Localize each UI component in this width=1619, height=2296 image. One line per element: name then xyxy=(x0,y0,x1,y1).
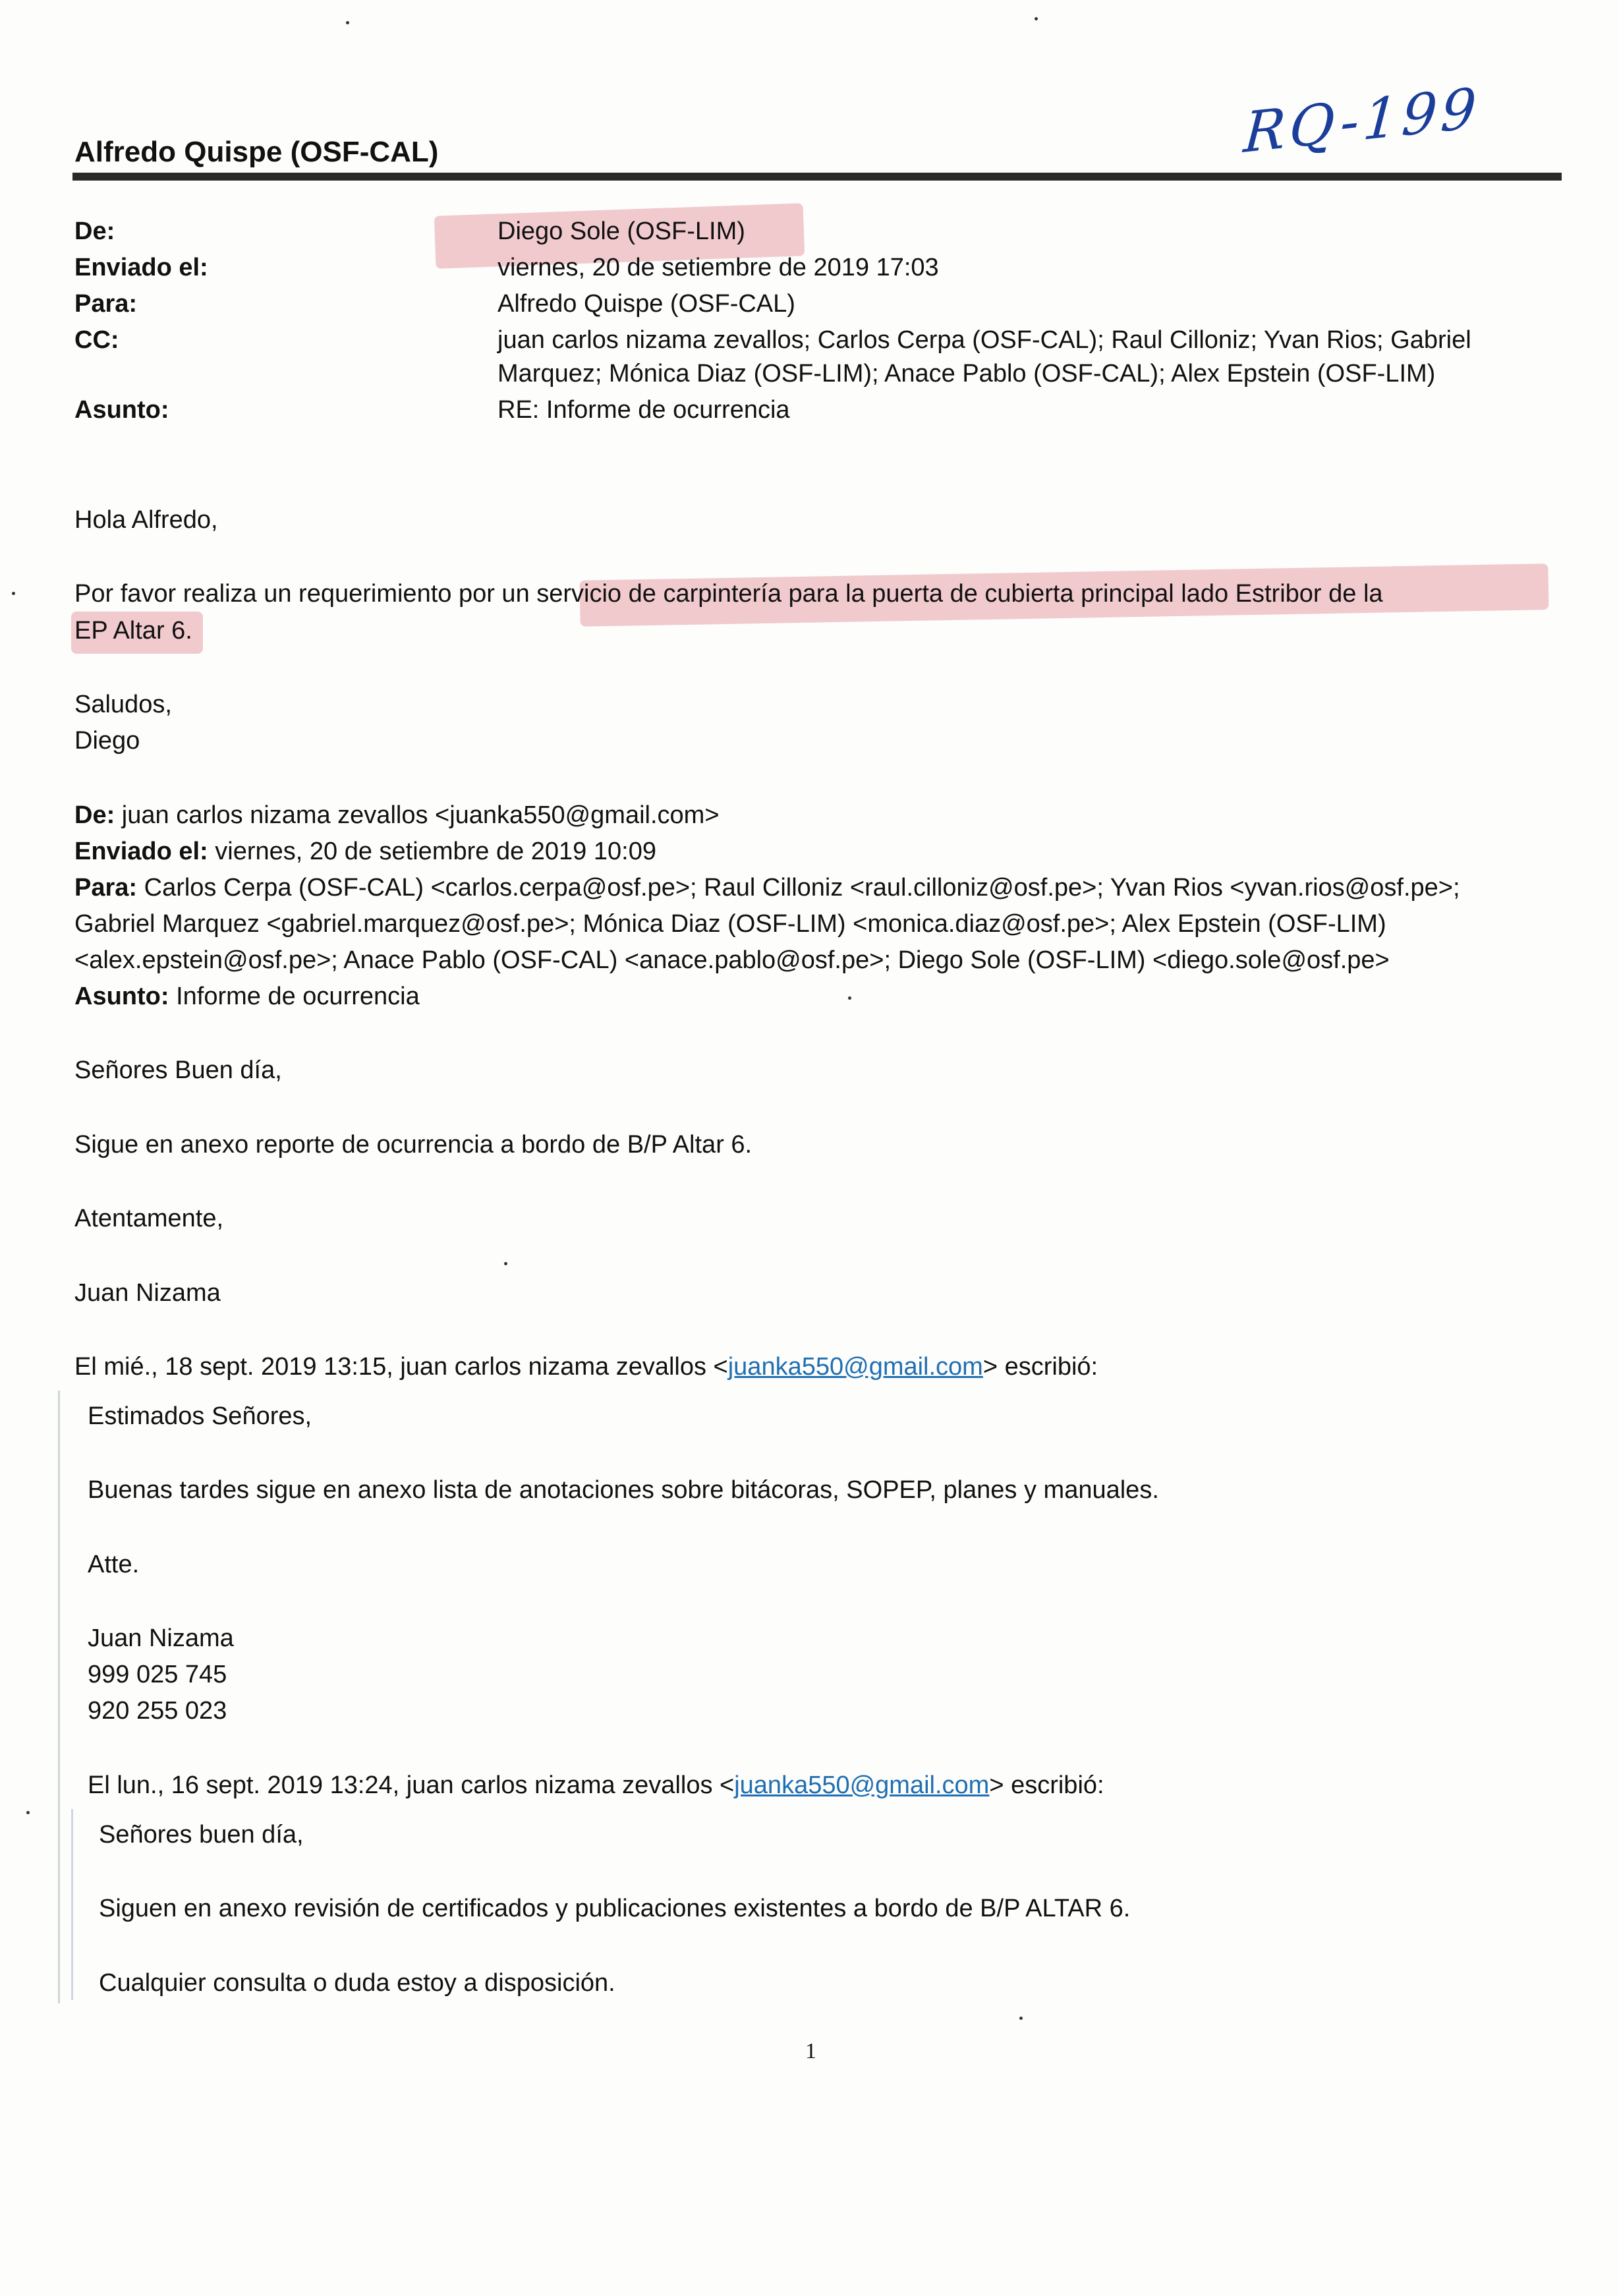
quote2-intro-prefix: El lun., 16 sept. 2019 13:24, juan carlos nizama zevallos < xyxy=(88,1771,735,1799)
to-value: Alfredo Quispe (OSF-CAL) xyxy=(497,290,795,318)
quote1-signature: Juan Nizama xyxy=(88,1624,234,1652)
quote1-body: Buenas tardes sigue en anexo lista de anotaciones sobre bitácoras, SOPEP, planes y manuales. xyxy=(88,1476,1159,1504)
scan-speck xyxy=(26,1811,30,1814)
page-number: 1 xyxy=(805,2039,816,2063)
fwd-to xyxy=(74,875,1460,900)
fwd-signature: Juan Nizama xyxy=(74,1279,221,1307)
handwritten-annotation: RQ-199 xyxy=(1241,75,1483,166)
subject-value: RE: Informe de ocurrencia xyxy=(497,396,790,424)
quote1-intro xyxy=(74,1354,1098,1379)
quote1-bar xyxy=(58,1391,60,2003)
body-line1: Por favor realiza un requerimiento por un servicio de carpintería para la puerta de cubierta principal lado Estribor de la xyxy=(74,580,1383,608)
fwd-from-value: juan carlos nizama zevallos <juanka550@gmail.com> xyxy=(121,801,720,829)
closing: Saludos, xyxy=(74,691,172,718)
subject-label: Asunto: xyxy=(74,396,169,424)
header-divider xyxy=(72,173,1562,181)
fwd-sent xyxy=(74,839,656,864)
scan-speck xyxy=(12,592,15,595)
quote2-greeting: Señores buen día, xyxy=(99,1821,304,1849)
fwd-to-line2: Gabriel Marquez <gabriel.marquez@osf.pe>; Mónica Diaz (OSF-LIM) <monica.diaz@osf.pe>; Alex Epstein (OSF-LIM) xyxy=(74,910,1386,938)
scan-speck xyxy=(1035,17,1038,20)
quote2-email-link[interactable]: juanka550@gmail.com xyxy=(734,1771,990,1799)
quote1-greeting: Estimados Señores, xyxy=(88,1402,312,1430)
fwd-subject xyxy=(74,984,420,1009)
cc-value-line1: juan carlos nizama zevallos; Carlos Cerpa (OSF-CAL); Raul Cilloniz; Yvan Rios; Gabriel xyxy=(497,326,1471,354)
signature: Diego xyxy=(74,727,140,755)
fwd-sent-value: viernes, 20 de setiembre de 2019 10:09 xyxy=(215,838,656,865)
quote1-closing: Atte. xyxy=(88,1551,140,1578)
greeting: Hola Alfredo, xyxy=(74,506,218,534)
fwd-body: Sigue en anexo reporte de ocurrencia a bordo de B/P Altar 6. xyxy=(74,1131,753,1159)
quote2-intro-suffix: > escribió: xyxy=(989,1771,1104,1799)
fwd-greeting: Señores Buen día, xyxy=(74,1056,282,1084)
quote2-bar xyxy=(71,1809,73,2000)
quote1-intro-prefix: El mié., 18 sept. 2019 13:15, juan carlos nizama zevallos < xyxy=(74,1353,728,1381)
quote1-intro-suffix: > escribió: xyxy=(982,1353,1098,1381)
scan-speck xyxy=(1019,2017,1023,2020)
body-line2: EP Altar 6. xyxy=(74,617,192,645)
sent-value: viernes, 20 de setiembre de 2019 17:03 xyxy=(497,254,939,281)
fwd-from-label: De: xyxy=(74,801,115,829)
quote1-email-link[interactable]: juanka550@gmail.com xyxy=(727,1353,983,1381)
quote2-intro xyxy=(88,1773,1104,1798)
quote2-body: Siguen en anexo revisión de certificados y publicaciones existentes a bordo de B/P ALTAR 6. xyxy=(99,1895,1131,1922)
to-label: Para: xyxy=(74,290,138,318)
cc-value-line2: Marquez; Mónica Diaz (OSF-LIM); Anace Pablo (OSF-CAL); Alex Epstein (OSF-LIM) xyxy=(497,360,1436,387)
scan-speck xyxy=(346,21,349,24)
fwd-to-label: Para: xyxy=(74,874,138,902)
cc-label: CC: xyxy=(74,326,119,354)
from-label: De: xyxy=(74,217,115,245)
quote1-phone1: 999 025 745 xyxy=(88,1661,227,1688)
fwd-subject-value: Informe de ocurrencia xyxy=(176,983,420,1010)
fwd-sent-label: Enviado el: xyxy=(74,838,208,865)
mailbox-owner-title: Alfredo Quispe (OSF-CAL) xyxy=(74,136,439,168)
quote1-phone2: 920 255 023 xyxy=(88,1697,227,1725)
fwd-subject-label: Asunto: xyxy=(74,983,169,1010)
scan-speck xyxy=(504,1262,507,1265)
fwd-closing: Atentamente, xyxy=(74,1205,224,1232)
fwd-from xyxy=(74,803,720,828)
quote2-closing: Cualquier consulta o duda estoy a disposición. xyxy=(99,1969,615,1997)
fwd-to-line3: <alex.epstein@osf.pe>; Anace Pablo (OSF-CAL) <anace.pablo@osf.pe>; Diego Sole (OSF-LIM) <diego.sole@osf.pe> xyxy=(74,946,1390,974)
scan-speck xyxy=(848,996,851,1000)
fwd-to-line1: Carlos Cerpa (OSF-CAL) <carlos.cerpa@osf.pe>; Raul Cilloniz <raul.cilloniz@osf.pe>; Yvan Rios <yvan.rios@osf.pe>; xyxy=(144,874,1460,902)
sent-label: Enviado el: xyxy=(74,254,208,281)
from-value: Diego Sole (OSF-LIM) xyxy=(497,217,745,245)
